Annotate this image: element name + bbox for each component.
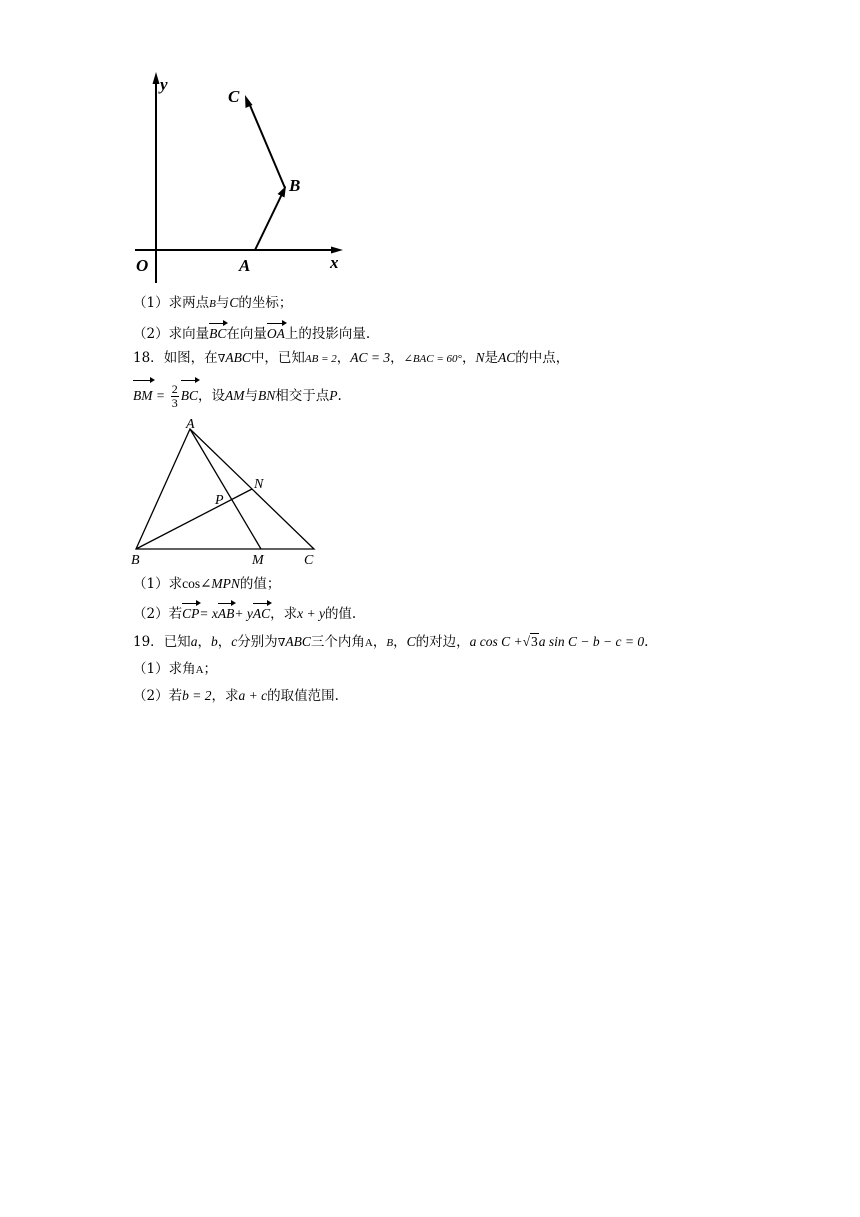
segment-ac: AC [497,350,516,365]
label-n: N [254,477,264,492]
triangle-name-2: ABC [285,634,311,649]
vector-ac-symbol: AC [253,601,270,624]
q18-let: ，设 [197,388,225,404]
q17-part2 [133,321,370,344]
vector-cp-symbol: CP [182,601,199,624]
label-b: B [131,553,140,568]
equals-sign: = [156,388,165,403]
q19-comma3: ， [372,634,387,650]
fraction-numerator: 2 [171,382,178,396]
q19-statement [133,632,648,653]
q18-part1-text: （1）求 [133,576,183,592]
label-p: P [215,493,224,508]
q19-part1-end: ； [203,661,218,677]
q18-part1-close: 的值； [239,576,281,592]
origin-label: O [136,256,149,275]
segment-am: AM [224,388,245,403]
equation-part2: a sin C − b − c = 0 [538,634,645,649]
triangle-symbol: ∇ [217,353,226,365]
q18-sep1: ， [336,350,351,366]
q19-part2 [133,686,339,706]
triangle-name: ABC [225,350,251,365]
q18-intro: 如图，在 [163,350,218,366]
q18-is: 是 [484,350,498,366]
angle-mpn: ∠MPN [200,576,240,591]
q18-midpoint: 的中点， [515,350,570,366]
angle-b: B [386,637,394,649]
vector-bc-symbol: BC [209,321,226,344]
q18-part2 [133,601,356,624]
q17-part2-close: 上的投影向量. [284,326,371,342]
q18-part2-text: （2）若 [133,606,183,622]
triangle-figure [128,416,328,566]
vector-ab-symbol: AB [218,601,235,624]
q18-known: 中，已知 [250,350,305,366]
q17-part1-and: 与 [215,295,230,311]
point-b-label: B [289,176,301,195]
q19-intro: 已知 [163,634,191,650]
label-a: A [186,417,195,432]
q19-text2: 三个内角 [310,634,365,650]
y-axis-label: y [160,75,168,94]
label-c: C [304,553,314,568]
x-plus-y: x + y [297,606,325,621]
q18-vector-relation [133,378,342,411]
angle-a-2: A [195,664,204,676]
cos-function: cos [182,576,201,591]
point-a-label: A [239,256,251,275]
q18-with: 与 [244,388,258,404]
plus-y: + y [234,606,253,621]
point-b: B [209,298,216,310]
q18-part1 [133,574,280,594]
a-plus-c: a + c [238,688,268,703]
side-b: b [210,634,218,649]
angle-c: C [406,634,416,649]
point-c-label: C [228,87,240,106]
point-p: P [329,388,338,403]
vector-oa-symbol: OA [267,321,285,344]
q18-intersect: 相交于点 [275,388,330,404]
fraction-two-thirds [171,383,179,410]
segment-am-line [190,429,261,549]
point-n: N [475,350,485,365]
q17-part2-text: （2）求向量 [133,326,210,342]
angle-bac: ∠BAC = 60° [403,353,462,365]
y-axis-arrow [153,72,160,84]
q18-part2-close: 的值. [324,606,357,622]
q18-part2-ask: ，求 [270,606,298,622]
q18-sep3: ， [461,350,476,366]
q17-part2-mid: 在向量 [226,326,267,342]
q19-part2-close: 的取值范围. [267,688,339,704]
vector-bc-symbol-2: BC [181,378,198,411]
q19-part2-text: （2）若 [133,688,183,704]
vector-bm-symbol: BM [133,378,153,411]
vector-ab [255,192,283,250]
q18-number: 18． [133,350,164,366]
angle-a: A [364,637,373,649]
q19-number: 19． [133,634,164,650]
side-c: c [231,634,238,649]
point-c: C [229,295,239,310]
q17-part1 [133,293,292,314]
q18-end: . [337,388,342,404]
equation-part1: a cos C + [469,634,523,649]
sqrt-radicand: 3 [531,634,538,649]
q19-text1: 分别为 [237,634,278,650]
q17-part1-close: 的坐标； [238,295,293,311]
segment-bn: BN [257,388,276,403]
q19-comma2: ， [217,634,232,650]
side-a: a [190,634,198,649]
ac-length: AC = 3 [350,350,391,365]
q19-part1 [133,659,217,680]
fraction-denominator: 3 [171,396,178,410]
ab-length: AB = 2 [304,353,337,365]
x-axis-label: x [330,253,339,272]
triangle-symbol-2: ∇ [277,637,286,649]
sqrt-three: √3 [522,634,538,649]
equation-end: . [644,634,649,650]
equals-x: = x [199,606,218,621]
q19-comma4: ， [393,634,407,650]
q17-part1-text: （1）求两点 [133,295,210,311]
q19-part1-text: （1）求角 [133,661,196,677]
q19-text3: 的对边， [415,634,470,650]
q18-sep2: ， [390,350,404,366]
q19-part2-ask: ，求 [211,688,239,704]
coordinate-figure [125,68,355,298]
label-m: M [252,553,264,568]
b-equals-two: b = 2 [182,688,212,703]
segment-bn-line [136,489,252,549]
q19-comma1: ， [197,634,211,650]
q18-statement [133,348,569,369]
vector-bc [249,103,285,188]
